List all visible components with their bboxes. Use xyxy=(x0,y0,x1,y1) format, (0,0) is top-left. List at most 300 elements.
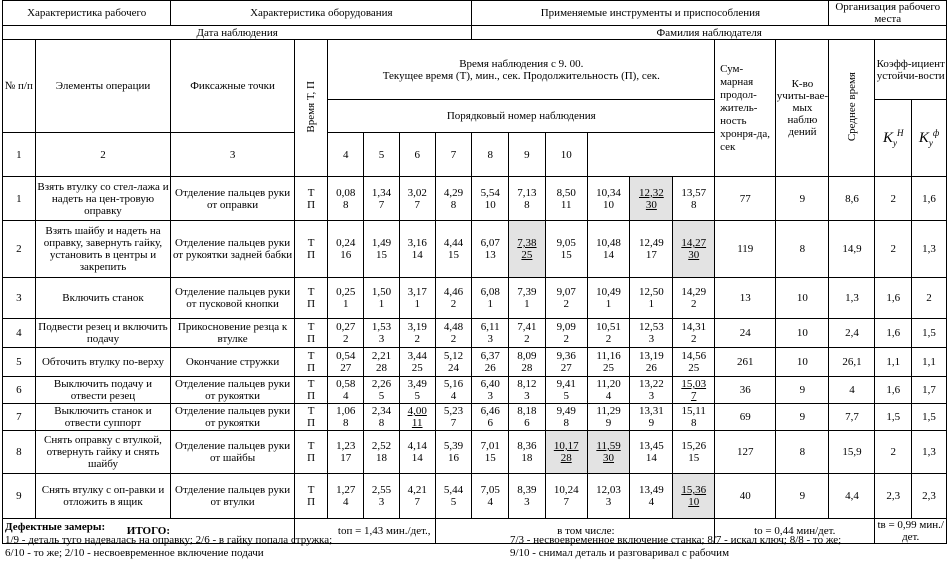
obs-number-6: 6 xyxy=(399,133,435,177)
current-time: 3,19 xyxy=(407,321,427,333)
avg-time: 2,4 xyxy=(829,319,875,348)
duration: 15 xyxy=(688,452,700,464)
duration: 27 xyxy=(340,362,352,374)
obs-cell xyxy=(587,177,630,221)
defect-line: 7/3 - несвоевременное включение станка; 8/7 - искал ключ; 8/8 - то же; xyxy=(510,534,842,546)
obs-cell xyxy=(673,474,715,519)
duration: 25 xyxy=(603,362,615,374)
duration: 7 xyxy=(378,198,385,211)
obs-cell xyxy=(545,404,587,431)
t-op: tоп = 1,43 мин./дет., xyxy=(294,519,435,544)
obs-cell xyxy=(328,377,364,404)
duration: 2 xyxy=(524,333,530,345)
duration: 1 xyxy=(414,298,420,310)
count: 9 xyxy=(776,404,829,431)
current-time: 3,02 xyxy=(407,186,427,199)
duration: 8 xyxy=(378,417,385,429)
tp-labels xyxy=(294,431,328,474)
obs-number-2: 2 xyxy=(35,133,171,177)
current-time: 6,07 xyxy=(480,237,500,249)
duration: 1 xyxy=(487,298,493,310)
defect-line: 1/9 - деталь туго надевалась на оправку; 2/6 - в гайку попала стружка; xyxy=(5,534,333,546)
duration: 18 xyxy=(376,452,387,464)
tp-labels xyxy=(294,177,328,221)
current-time: 10,17 xyxy=(553,440,579,452)
duration: 30 xyxy=(645,198,657,211)
obs-cell xyxy=(630,377,673,404)
duration: 17 xyxy=(340,452,352,464)
duration: 2 xyxy=(450,333,457,345)
duration: 3 xyxy=(487,390,493,402)
current-time: 12,49 xyxy=(639,237,664,249)
duration: 15 xyxy=(484,452,496,464)
obs-cell xyxy=(509,348,546,377)
obs-cell xyxy=(399,177,435,221)
duration: 9 xyxy=(648,417,655,429)
current-time: 0,58 xyxy=(336,378,356,390)
obs-cell xyxy=(399,221,435,278)
duration: 2 xyxy=(563,333,569,345)
total-duration: 13 xyxy=(715,278,776,319)
duration: 2 xyxy=(343,333,349,345)
tp-labels xyxy=(294,278,328,319)
duration: 30 xyxy=(688,249,700,261)
current-time: 13,22 xyxy=(639,378,664,390)
k-norm: 2 xyxy=(875,221,912,278)
obs-cell xyxy=(587,221,630,278)
fix-point: Отделение пальцев руки от втулки xyxy=(171,474,294,519)
duration: 10 xyxy=(484,198,496,211)
t-label: Т xyxy=(307,440,315,452)
current-time: 11,20 xyxy=(596,378,621,390)
duration: 2 xyxy=(690,333,697,345)
current-time: 13,49 xyxy=(639,484,664,496)
current-time: 11,16 xyxy=(596,350,621,362)
duration: 4 xyxy=(605,390,612,402)
current-time: 2,21 xyxy=(371,350,392,362)
obs-cell xyxy=(673,348,715,377)
totals-incl: в том числе: xyxy=(435,519,715,544)
obs-cell xyxy=(509,221,546,278)
duration: 14 xyxy=(603,249,615,261)
current-time: 13,45 xyxy=(639,440,664,452)
obs-cell xyxy=(630,348,673,377)
duration: 8 xyxy=(690,417,697,429)
col-elements: Элементы операции xyxy=(35,40,171,133)
current-time: 1,23 xyxy=(336,440,356,452)
total-duration: 77 xyxy=(715,177,776,221)
duration: 1 xyxy=(524,298,530,310)
obs-number-1: 1 xyxy=(3,133,36,177)
workplace-org-header: Организация рабочего места xyxy=(829,1,947,26)
kn-header: $K_у^Н$ xyxy=(875,100,912,177)
avg-time: 15,9 xyxy=(829,431,875,474)
current-time: 3,49 xyxy=(407,378,427,390)
k-norm: 2,3 xyxy=(875,474,912,519)
duration: 4 xyxy=(343,390,349,402)
k-norm: 1,6 xyxy=(875,278,912,319)
tp-labels xyxy=(294,377,328,404)
duration: 25 xyxy=(688,362,700,374)
obs-cell xyxy=(364,221,400,278)
avg-time: 4,4 xyxy=(829,474,875,519)
row-number: 3 xyxy=(3,278,36,319)
tp-labels xyxy=(294,319,328,348)
total-duration: 261 xyxy=(715,348,776,377)
obs-cell xyxy=(472,319,509,348)
row-number: 9 xyxy=(3,474,36,519)
duration: 16 xyxy=(447,452,459,464)
obs-cell xyxy=(399,431,435,474)
obs-cell xyxy=(545,221,587,278)
obs-cell xyxy=(364,319,400,348)
obs-cell xyxy=(364,431,400,474)
current-time: 5,39 xyxy=(443,440,464,452)
current-time: 10,34 xyxy=(596,186,621,199)
current-time: 8,12 xyxy=(517,378,537,390)
duration: 14 xyxy=(411,249,423,261)
obs-cell xyxy=(673,177,715,221)
worker-characteristic-header: Характеристика рабочего xyxy=(3,1,171,26)
total-duration: 40 xyxy=(715,474,776,519)
obs-cell xyxy=(545,177,587,221)
obs-cell xyxy=(673,431,715,474)
t-v: tв = 0,99 мин./дет. xyxy=(875,519,947,544)
col-count: К-во учиты-вае-мых наблю дений xyxy=(776,40,829,177)
obs-cell xyxy=(673,278,715,319)
current-time: 4,44 xyxy=(443,237,464,249)
defects-section xyxy=(5,521,332,560)
current-time: 15,26 xyxy=(681,440,707,452)
totals-label: ИТОГО: xyxy=(3,519,295,544)
current-time: 6,40 xyxy=(480,378,500,390)
obs-number-5: 5 xyxy=(364,133,400,177)
current-time: 1,50 xyxy=(371,286,392,298)
current-time: 0,25 xyxy=(336,286,356,298)
count: 9 xyxy=(776,177,829,221)
obs-cell xyxy=(509,177,546,221)
obs-cell xyxy=(364,404,400,431)
current-time: 6,08 xyxy=(480,286,500,298)
fix-point: Окончание стружки xyxy=(171,348,294,377)
obs-cell xyxy=(435,474,472,519)
duration: 7 xyxy=(563,496,569,508)
obs-cell xyxy=(472,177,509,221)
table-row xyxy=(3,431,947,474)
obs-number-9: 9 xyxy=(509,133,546,177)
current-time: 9,41 xyxy=(556,378,576,390)
current-time: 1,49 xyxy=(371,237,392,249)
current-time: 7,05 xyxy=(480,484,500,496)
total-duration: 24 xyxy=(715,319,776,348)
avg-time: 8,6 xyxy=(829,177,875,221)
k-fact: 2 xyxy=(912,278,947,319)
current-time: 7,38 xyxy=(517,237,537,249)
current-time: 5,12 xyxy=(443,350,464,362)
avg-time: 7,7 xyxy=(829,404,875,431)
table-row xyxy=(3,377,947,404)
obs-cell xyxy=(328,404,364,431)
duration: 25 xyxy=(411,362,423,374)
duration: 24 xyxy=(447,362,459,374)
current-time: 13,19 xyxy=(639,350,664,362)
obs-cell xyxy=(328,278,364,319)
current-time: 9,09 xyxy=(556,321,576,333)
date-label: Дата наблюдения xyxy=(3,26,472,40)
total-duration: 69 xyxy=(715,404,776,431)
duration: 2 xyxy=(414,333,420,345)
current-time: 10,51 xyxy=(596,321,621,333)
row-number: 8 xyxy=(3,431,36,474)
duration: 16 xyxy=(340,249,352,261)
obs-cell xyxy=(328,177,364,221)
p-label: П xyxy=(307,198,316,211)
current-time: 11,59 xyxy=(596,440,621,452)
duration: 15 xyxy=(560,249,572,261)
current-time: 6,11 xyxy=(480,321,500,333)
defects-right xyxy=(510,534,841,560)
current-time: 10,49 xyxy=(596,286,621,298)
obs-cell xyxy=(673,221,715,278)
duration: 5 xyxy=(414,390,420,402)
col-total: Сум-марная продол-житель-ность хронря-да, сек xyxy=(715,40,776,177)
duration: 1 xyxy=(378,298,385,310)
total-duration: 127 xyxy=(715,431,776,474)
duration: 3 xyxy=(605,496,612,508)
obs-number-4: 4 xyxy=(328,133,364,177)
k-fact: 1,3 xyxy=(912,431,947,474)
current-time: 4,48 xyxy=(443,321,464,333)
current-time: 15,11 xyxy=(681,405,706,417)
obs-cell xyxy=(630,319,673,348)
col-fix: Фиксажные точки xyxy=(171,40,294,133)
duration: 30 xyxy=(603,452,615,464)
col-num: № п/п xyxy=(3,40,36,133)
obs-cell xyxy=(509,278,546,319)
k-fact: 1,6 xyxy=(912,177,947,221)
duration: 11 xyxy=(411,417,423,429)
duration: 2 xyxy=(563,298,569,310)
duration: 4 xyxy=(648,496,655,508)
current-time: 0,27 xyxy=(336,321,356,333)
current-time: 2,34 xyxy=(371,405,392,417)
defects-title: Дефектные замеры: xyxy=(5,521,106,533)
current-time: 7,01 xyxy=(480,440,500,452)
current-time: 1,34 xyxy=(371,186,392,199)
current-time: 14,56 xyxy=(681,350,707,362)
current-time: 0,24 xyxy=(336,237,356,249)
current-time: 12,53 xyxy=(639,321,664,333)
obs-cell xyxy=(509,474,546,519)
obs-cell xyxy=(399,278,435,319)
duration: 26 xyxy=(484,362,496,374)
avg-time: 1,3 xyxy=(829,278,875,319)
row-number: 5 xyxy=(3,348,36,377)
t-label: Т xyxy=(307,378,315,390)
table-row xyxy=(3,319,947,348)
row-number: 2 xyxy=(3,221,36,278)
row-number: 6 xyxy=(3,377,36,404)
table-row xyxy=(3,278,947,319)
current-time: 4,14 xyxy=(407,440,427,452)
tp-labels xyxy=(294,474,328,519)
row-number: 7 xyxy=(3,404,36,431)
obs-cell xyxy=(472,404,509,431)
equipment-characteristic-header: Характеристика оборудования xyxy=(171,1,472,26)
total-duration: 119 xyxy=(715,221,776,278)
obs-number-7: 7 xyxy=(435,133,472,177)
duration: 5 xyxy=(450,496,457,508)
obs-cell xyxy=(399,404,435,431)
row-number: 1 xyxy=(3,177,36,221)
p-label: П xyxy=(307,496,316,508)
obs-cell xyxy=(399,377,435,404)
row-number: 4 xyxy=(3,319,36,348)
obs-cell xyxy=(399,348,435,377)
current-time: 4,21 xyxy=(407,484,427,496)
k-norm: 2 xyxy=(875,177,912,221)
p-label: П xyxy=(307,390,316,402)
kf-header: $K_у^ф$ xyxy=(912,100,947,177)
duration: 3 xyxy=(648,333,655,345)
operation-element: Снять втулку с оп-равки и отложить в ящик xyxy=(35,474,171,519)
obs-cell xyxy=(509,377,546,404)
obs-cell xyxy=(364,177,400,221)
tools-header: Применяемые инструменты и приспособления xyxy=(472,1,829,26)
current-time: 9,36 xyxy=(556,350,576,362)
current-time: 8,50 xyxy=(556,186,576,199)
obs-cell xyxy=(472,221,509,278)
obs-cell xyxy=(587,348,630,377)
current-time: 13,57 xyxy=(681,186,707,199)
p-label: П xyxy=(307,249,316,261)
obs-cell xyxy=(545,278,587,319)
current-time: 5,16 xyxy=(443,378,464,390)
obs-cell xyxy=(673,404,715,431)
duration: 7 xyxy=(414,496,420,508)
current-time: 4,46 xyxy=(443,286,464,298)
k-norm: 1,5 xyxy=(875,404,912,431)
current-time: 7,41 xyxy=(517,321,537,333)
tp-labels xyxy=(294,348,328,377)
duration: 3 xyxy=(524,390,530,402)
current-time: 9,49 xyxy=(556,405,576,417)
current-time: 14,27 xyxy=(681,237,707,249)
obs-cell xyxy=(630,177,673,221)
fix-point: Отделение пальцев руки от рукоятки задней бабки xyxy=(171,221,294,278)
avg-time: 4 xyxy=(829,377,875,404)
k-norm: 1,1 xyxy=(875,348,912,377)
obs-title: Время наблюдения с 9. 00. Текущее время (Т), мин., сек. Продолжительность (П), сек. xyxy=(328,40,715,100)
table-row xyxy=(3,348,947,377)
current-time: 13,31 xyxy=(639,405,664,417)
duration: 10 xyxy=(688,496,700,508)
current-time: 6,46 xyxy=(480,405,500,417)
current-time: 5,23 xyxy=(443,405,464,417)
current-time: 7,39 xyxy=(517,286,537,298)
current-time: 3,16 xyxy=(407,237,427,249)
fix-point: Отделение пальцев руки от оправки xyxy=(171,177,294,221)
duration: 8 xyxy=(563,417,569,429)
avg-time: 14,9 xyxy=(829,221,875,278)
obs-cell xyxy=(472,431,509,474)
obs-cell xyxy=(545,348,587,377)
count: 10 xyxy=(776,348,829,377)
current-time: 5,54 xyxy=(480,186,500,199)
obs-cell xyxy=(435,177,472,221)
duration: 5 xyxy=(563,390,569,402)
k-fact: 1,1 xyxy=(912,348,947,377)
current-time: 3,44 xyxy=(407,350,427,362)
current-time: 2,26 xyxy=(371,378,392,390)
obs-cell xyxy=(435,319,472,348)
obs-cell xyxy=(545,377,587,404)
obs-cell xyxy=(364,278,400,319)
t-label: Т xyxy=(307,237,315,249)
current-time: 10,48 xyxy=(596,237,621,249)
obs-cell xyxy=(364,348,400,377)
obs-cell xyxy=(399,319,435,348)
avg-time: 26,1 xyxy=(829,348,875,377)
t-o: tо = 0,44 мин/дет. xyxy=(715,519,875,544)
duration: 11 xyxy=(560,198,572,211)
obs-cell xyxy=(328,319,364,348)
t-label: Т xyxy=(307,405,315,417)
obs-cell xyxy=(509,404,546,431)
duration: 28 xyxy=(376,362,387,374)
defect-line: 6/10 - то же; 2/10 - несвоевременное включение подачи xyxy=(5,547,264,559)
duration: 14 xyxy=(645,452,657,464)
duration: 25 xyxy=(521,249,533,261)
duration: 4 xyxy=(487,496,493,508)
duration: 15 xyxy=(447,249,459,261)
current-time: 12,50 xyxy=(639,286,664,298)
duration: 8 xyxy=(690,198,697,211)
duration: 1 xyxy=(648,298,655,310)
duration: 2 xyxy=(450,298,457,310)
obs-cell xyxy=(545,474,587,519)
obs-cell xyxy=(630,221,673,278)
current-time: 4,29 xyxy=(443,186,464,199)
t-label: Т xyxy=(307,186,315,199)
obs-cell xyxy=(587,377,630,404)
p-label: П xyxy=(307,333,316,345)
obs-cell xyxy=(364,377,400,404)
obs-cell xyxy=(630,474,673,519)
duration: 10 xyxy=(603,198,615,211)
obs-cell xyxy=(472,278,509,319)
table-row xyxy=(3,221,947,278)
observer-label: Фамилия наблюдателя xyxy=(472,26,947,40)
operation-element: Взять втулку со стел-лажа и надеть на цен-тровую оправку xyxy=(35,177,171,221)
duration: 14 xyxy=(411,452,423,464)
p-label: П xyxy=(307,298,316,310)
current-time: 0,54 xyxy=(336,350,356,362)
duration: 2 xyxy=(605,333,612,345)
current-time: 11,29 xyxy=(596,405,621,417)
t-label: Т xyxy=(307,321,315,333)
duration: 7 xyxy=(690,390,697,402)
obs-cell xyxy=(545,319,587,348)
count: 10 xyxy=(776,278,829,319)
obs-cell xyxy=(587,474,630,519)
k-fact: 2,3 xyxy=(912,474,947,519)
duration: 3 xyxy=(648,390,655,402)
obs-cell xyxy=(587,431,630,474)
duration: 28 xyxy=(560,452,572,464)
fix-point: Прикосновение резца к втулке xyxy=(171,319,294,348)
duration: 27 xyxy=(560,362,572,374)
